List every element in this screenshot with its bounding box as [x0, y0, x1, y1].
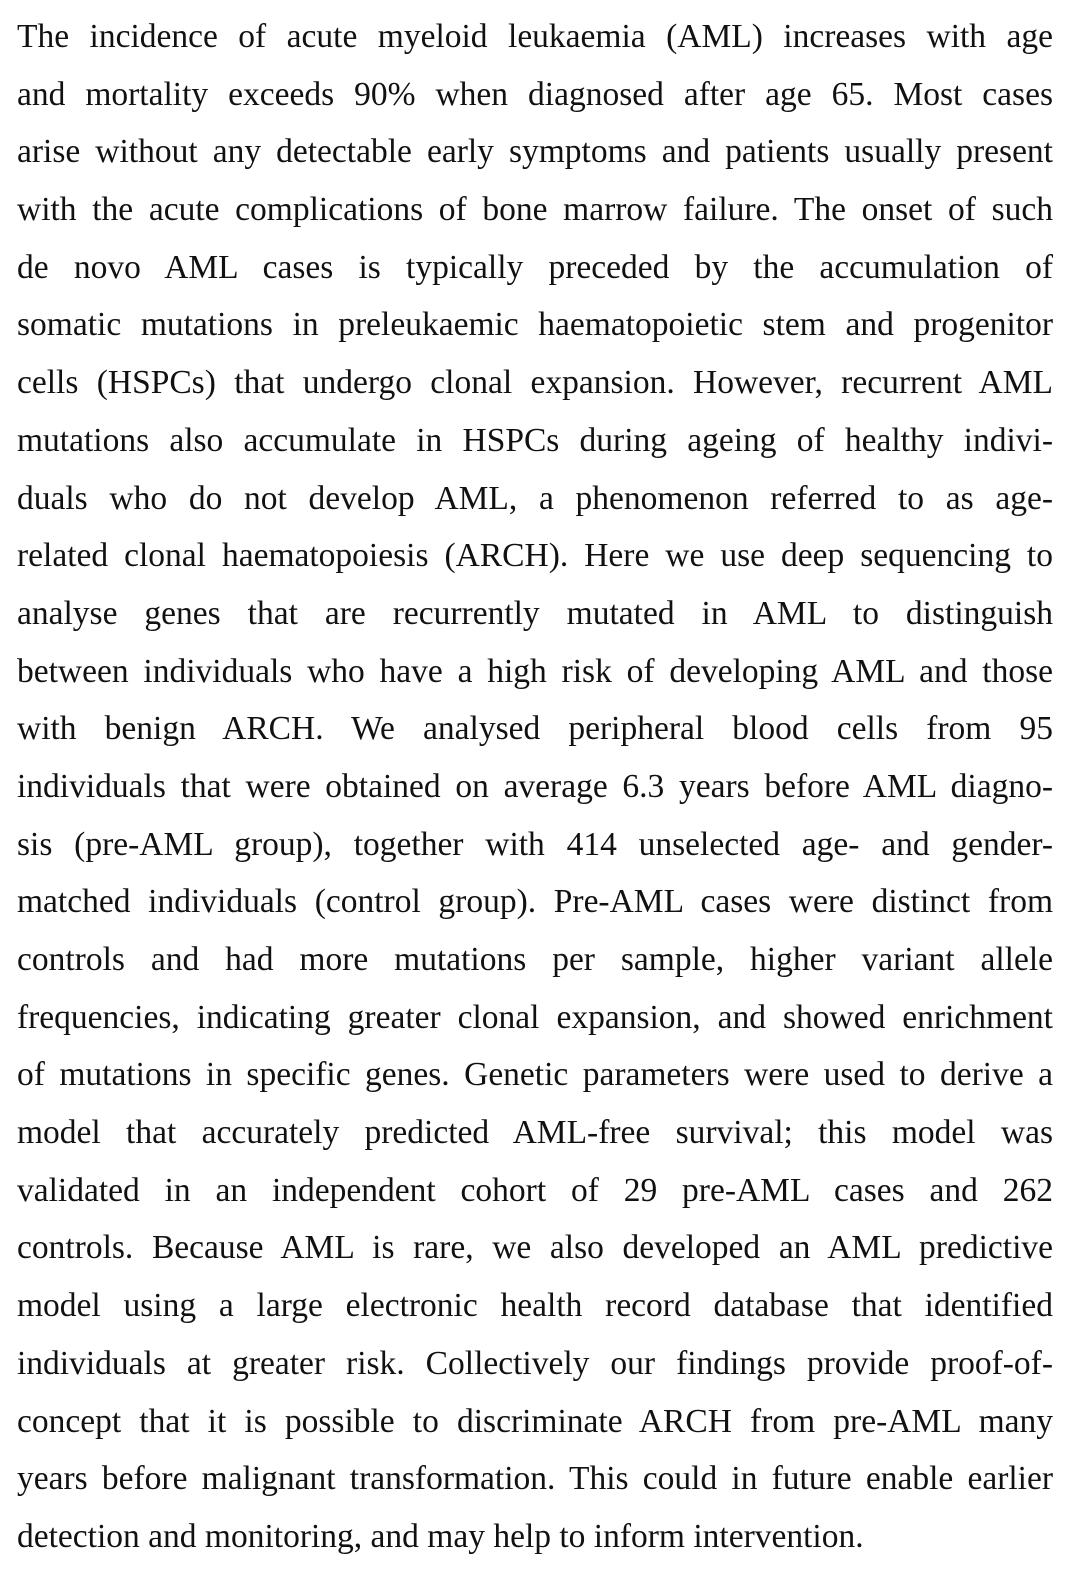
text-line-22: controls. Because AML is rare, we also developed an AML predictive: [17, 1229, 1053, 1267]
text-line-15: sis (pre-AML group), together with 414 unselected age- and gender-: [17, 825, 1053, 863]
text-line-19: of mutations in specific genes. Genetic parameters were used to derive a: [17, 1056, 1053, 1094]
text-line-26: years before malignant transformation. This could in future enable earlier: [17, 1460, 1053, 1498]
text-line-9: duals who do not develop AML, a phenomenon referred to as age-: [17, 479, 1053, 517]
text-line-11: analyse genes that are recurrently mutated in AML to distinguish: [17, 594, 1053, 632]
text-line-24: individuals at greater risk. Collectively our findings provide proof-of-: [17, 1344, 1053, 1382]
text-line-1: The incidence of acute myeloid leukaemia (AML) increases with age: [17, 18, 1053, 55]
text-line-20: model that accurately predicted AML-free survival; this model was: [17, 1114, 1053, 1152]
text-line-7: cells (HSPCs) that undergo clonal expansion. However, recurrent AML: [17, 364, 1053, 402]
text-line-16: matched individuals (control group). Pre-AML cases were distinct from: [17, 883, 1053, 921]
text-line-21: validated in an independent cohort of 29 pre-AML cases and 262: [17, 1171, 1053, 1209]
text-line-17: controls and had more mutations per sample, higher variant allele: [17, 941, 1053, 978]
text-line-18: frequencies, indicating greater clonal expansion, and showed enrichment: [17, 998, 1053, 1036]
text-line-14: individuals that were obtained on average 6.3 years before AML diagno-: [17, 767, 1053, 805]
text-line-27: detection and monitoring, and may help to inform intervention.: [17, 1517, 864, 1555]
text-line-12: between individuals who have a high risk of developing AML and those: [17, 652, 1053, 690]
abstract-paragraph: [17, 8, 1053, 1566]
text-line-23: model using a large electronic health record database that identified: [17, 1287, 1053, 1325]
text-line-4: with the acute complications of bone marrow failure. The onset of such: [17, 191, 1053, 229]
text-line-8: mutations also accumulate in HSPCs during ageing of healthy indivi-: [17, 421, 1053, 459]
text-line-2: and mortality exceeds 90% when diagnosed after age 65. Most cases: [17, 75, 1053, 113]
text-line-6: somatic mutations in preleukaemic haematopoietic stem and progenitor: [17, 306, 1053, 344]
text-line-13: with benign ARCH. We analysed peripheral blood cells from 95: [17, 710, 1053, 748]
text-line-25: concept that it is possible to discriminate ARCH from pre-AML many: [17, 1402, 1053, 1440]
text-line-3: arise without any detectable early symptoms and patients usually present: [17, 133, 1053, 171]
text-line-10: related clonal haematopoiesis (ARCH). Here we use deep sequencing to: [17, 537, 1053, 575]
text-line-5: de novo AML cases is typically preceded by the accumulation of: [17, 248, 1053, 286]
